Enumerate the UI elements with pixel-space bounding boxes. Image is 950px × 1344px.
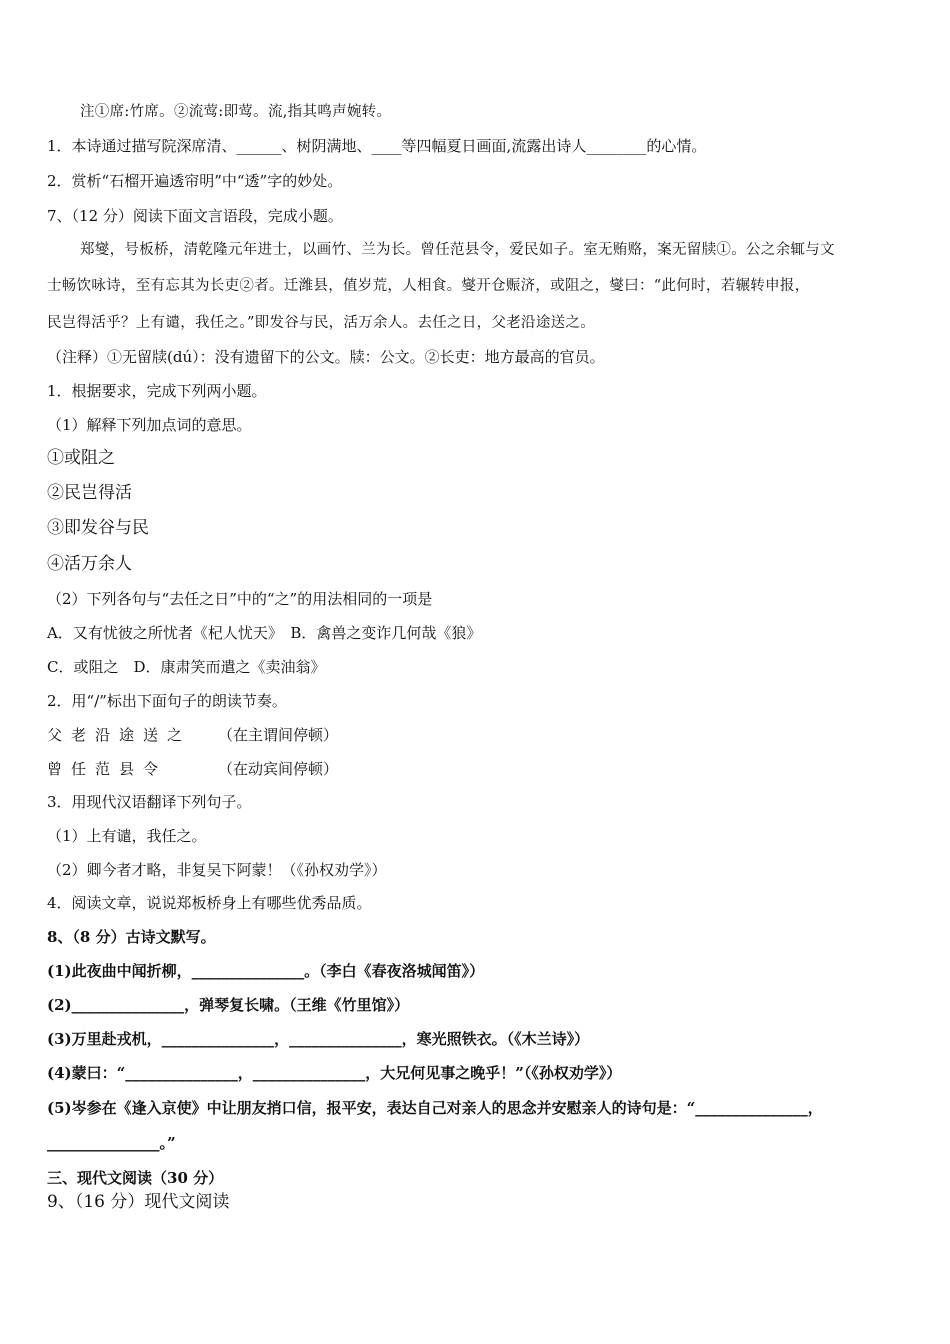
rhythm-sentence-2: 曾任范县令 [47, 760, 168, 778]
dictation-item-2: (2)_______________，弹琴复长啸。（王维《竹里馆》） [47, 996, 410, 1014]
rhythm-sentence-1: 父老沿途送之 [47, 726, 192, 744]
option-a-b: A．又有忧彼之所忧者《杞人忧天》 B．禽兽之变诈几何哉《狼》 [47, 624, 482, 642]
section-8-heading: 8、（8 分）古诗文默写。 [47, 928, 216, 946]
option-c-d: C．或阻之 D．康肃笑而遣之《卖油翁》 [47, 658, 326, 676]
section-7-heading: 7、（12 分）阅读下面文言语段，完成小题。 [47, 207, 343, 225]
section-9-heading: 9、（16 分）现代文阅读 [47, 1192, 230, 1212]
note-annotation: 注①席:竹席。②流莺:即莺。流,指其鸣声婉转。 [80, 104, 392, 120]
subquestion-4: 4．阅读文章，说说郑板桥身上有哪些优秀品质。 [47, 894, 372, 912]
subquestion-2: 2．用“/”标出下面句子的朗读节奏。 [47, 692, 287, 710]
translate-item-1: （1）上有谴，我任之。 [47, 827, 207, 845]
subquestion-1: 1．根据要求，完成下列两小题。 [47, 382, 267, 400]
section-3-heading: 三、现代文阅读（30 分） [47, 1169, 224, 1187]
rhythm-hint-2: （在动宾间停顿） [218, 760, 339, 778]
word-item-2: ②民岂得活 [47, 483, 132, 503]
classical-passage-line-2: 士畅饮咏诗，至有忘其为长吏②者。迁潍县，值岁荒，人相食。燮开仓赈济，或阻之，燮曰：“此何时，若辗转申报， [47, 278, 810, 294]
word-item-4: ④活万余人 [47, 554, 132, 574]
passage-notes: （注释）①无留牍(dú）：没有遗留下的公文。牍：公文。②长吏：地方最高的官员。 [47, 348, 605, 366]
dictation-item-5: (5)岑参在《逢入京使》中让朋友捎口信，报平安，表达自己对亲人的思念并安慰亲人的诗句是：“_______________， [47, 1099, 823, 1117]
dictation-item-5-cont: _______________。” [47, 1134, 176, 1152]
dictation-item-4: (4)蒙曰：“_______________，_______________，大兄何见事之晚乎！”（《孙权劝学》） [47, 1064, 622, 1082]
subquestion-1-part-2: （2）下列各句与“去任之日”中的“之”的用法相同的一项是 [47, 590, 433, 608]
translate-item-2: （2）卿今者才略，非复吴下阿蒙！（《孙权劝学》） [47, 861, 387, 879]
word-item-1: ①或阻之 [47, 448, 115, 468]
dictation-item-1: (1)此夜曲中闻折柳，_______________。（李白《春夜洛城闻笛》） [47, 962, 485, 980]
rhythm-hint-1: （在主谓间停顿） [218, 726, 339, 744]
subquestion-3: 3．用现代汉语翻译下列句子。 [47, 793, 252, 811]
question-1: 1．本诗通过描写院深席清、______、树阴满地、____等四幅夏日画面,流露出诗人________的心情。 [47, 137, 707, 155]
subquestion-1-part-1: （1）解释下列加点词的意思。 [47, 416, 252, 434]
dictation-item-3: (3)万里赴戎机，_______________，_______________，寒光照铁衣。（《木兰诗》） [47, 1030, 590, 1048]
classical-passage-line-3: 民岂得活乎？上有谴，我任之。”即发谷与民，活万余人。去任之日，父老沿途送之。 [47, 315, 596, 331]
question-2: 2．赏析“石榴开遍透帘明”中“透”字的妙处。 [47, 172, 343, 190]
classical-passage-line-1: 郑燮，号板桥，清乾隆元年进士，以画竹、兰为长。曾任范县令，爱民如子。室无贿赂，案无留牍①。公之余辄与文 [80, 242, 835, 258]
word-item-3: ③即发谷与民 [47, 518, 149, 538]
